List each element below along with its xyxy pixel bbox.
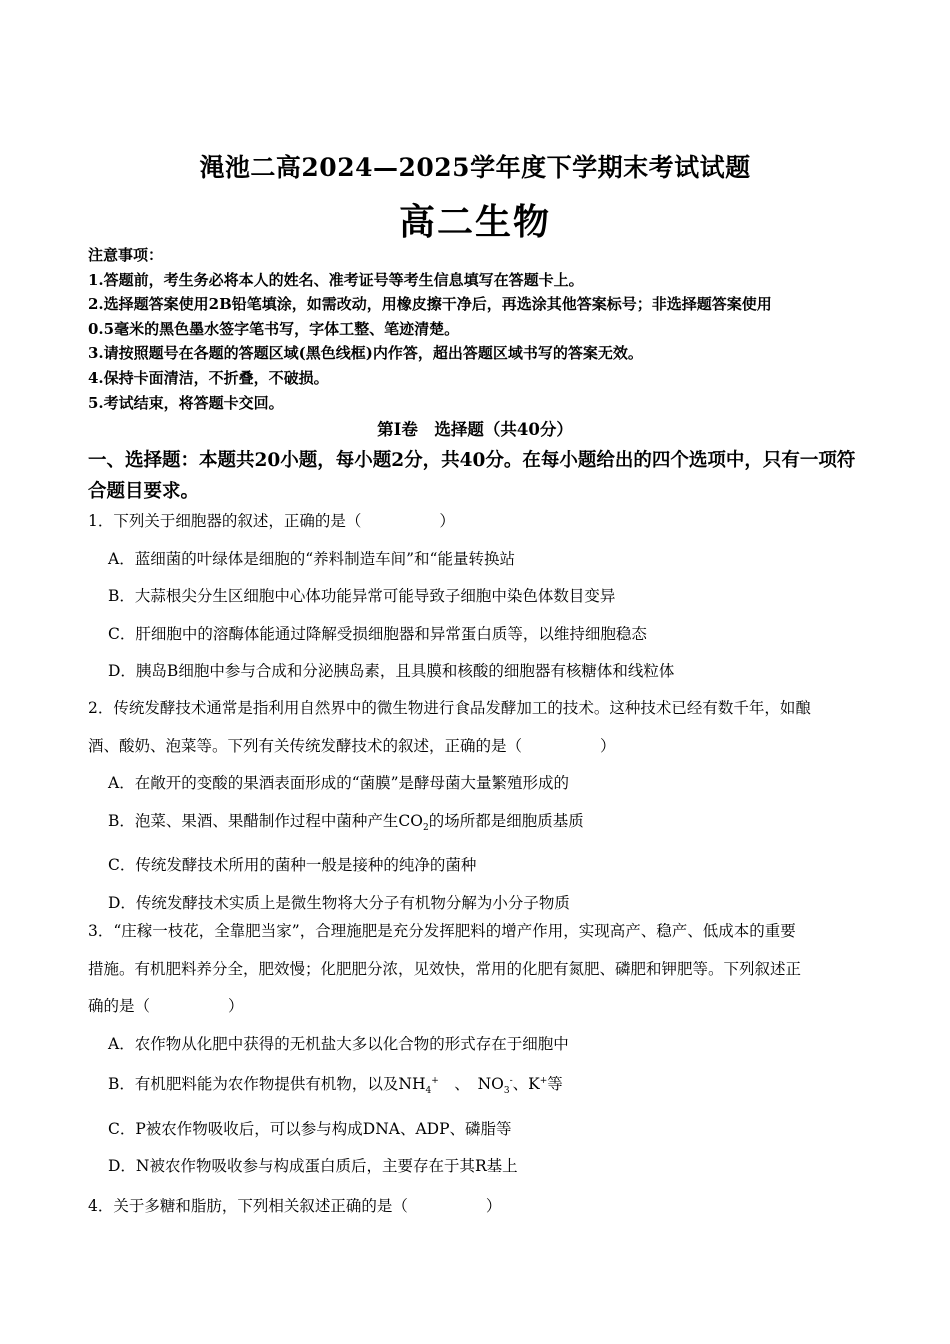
question-stem: 措施。有机肥料养分全，肥效慢；化肥肥分浓，见效快，常用的化肥有氮肥、磷肥和钾肥等。下列叙述正 [88,959,802,978]
notes-heading: 注意事项： [88,246,164,264]
option-c: C．传统发酵技术所用的菌种一般是接种的纯净的菌种 [108,856,477,875]
option-b: B．泡菜、果酒、果醋制作过程中菌种产生$CO_2$的场所都是细胞质基质 [108,811,584,833]
option-a: A．在敞开的变酸的果酒表面形成的“菌膜”是酵母菌大量繁殖形成的 [108,774,570,792]
question-3 [88,913,868,1186]
option-b: B．有机肥料能为农作物提供有机物，以及$NH_4^+$ 、 $NO_3^-$、K+等 [108,1075,563,1097]
option-d: D．N被农作物吸收参与构成蛋白质后，主要存在于其R基上 [108,1157,518,1176]
note-item: 4.保持卡面清洁，不折叠，不破损。 [88,368,329,387]
note-item: 1.答题前，考生务必将本人的姓名、准考证号等考生信息填写在答题卡上。 [88,270,584,289]
option-c: C．P被农作物吸收后，可以参与构成DNA、ADP、磷脂等 [108,1119,512,1138]
note-item: 2.选择题答案使用2B铅笔填涂，如需改动，用橡皮擦干净后，再选涂其他答案标号；非选择题答案使用 [88,295,772,314]
question-stem: 确的是（ [88,997,151,1015]
option-d: D．传统发酵技术实质上是微生物将大分子有机物分解为小分子物质 [108,893,570,912]
question-1 [88,503,868,691]
option-a: A．农作物从化肥中获得的无机盐大多以化合物的形式存在于细胞中 [108,1034,569,1053]
bracket-close: ） [439,512,455,530]
question-stem: 2．传统发酵技术通常是指利用自然界中的微生物进行食品发酵加工的技术。这种技术已经有数千年，如酿 [88,699,811,717]
question-2 [88,690,868,922]
ammonium-formula: $NH_4^+$ [398,1075,439,1097]
notes-block [88,243,878,415]
note-item: 3.请按照题号在各题的答题区域(黑色线框)内作答，超出答题区域书写的答案无效。 [88,344,643,363]
question-stem: 3．“庄稼一枝花，全靠肥当家”，合理施肥是充分发挥肥料的增产作用，实现高产、稳产、低成本的重要 [88,922,796,940]
bracket-close: ） [228,997,244,1015]
part-instructions: 一、选择题：本题共20小题，每小题2分，共40分。在每小题给出的四个选项中，只有一项符合题目要求。 [88,450,856,502]
section-heading: 第Ⅰ卷 选择题（共40分） [377,420,573,439]
exam-title: 渑池二高2024—2025学年度下学期末考试试题 [199,153,751,182]
question-stem: 酒、酸奶、泡菜等。下列有关传统发酵技术的叙述，正确的是（ [88,736,523,755]
question-4 [88,1188,868,1226]
option-b: B．大蒜根尖分生区细胞中心体功能异常可能导致子细胞中染色体数目变异 [108,587,616,605]
bracket-close: ） [485,1197,502,1215]
option-d: D．胰岛B细胞中参与合成和分泌胰岛素，且具膜和核酸的细胞器有核糖体和线粒体 [108,662,675,680]
note-item: 5.考试结束，将答题卡交回。 [88,393,284,412]
option-c: C．肝细胞中的溶酶体能通过降解受损细胞器和异常蛋白质等，以维持细胞稳态 [108,624,647,643]
note-item: 0.5毫米的黑色墨水签字笔书写，字体工整、笔迹清楚。 [88,319,460,338]
bracket-close: ） [600,736,616,755]
option-a: A．蓝细菌的叶绿体是细胞的“养料制造车间”和“能量转换站 [108,549,515,568]
question-stem: 4．关于多糖和脂肪，下列相关叙述正确的是（ [88,1197,408,1215]
nitrate-formula: $NO_3^-$ [477,1075,513,1097]
subject-title: 高二生物 [398,201,551,243]
question-stem: 1．下列关于细胞器的叙述，正确的是（ [88,512,362,530]
